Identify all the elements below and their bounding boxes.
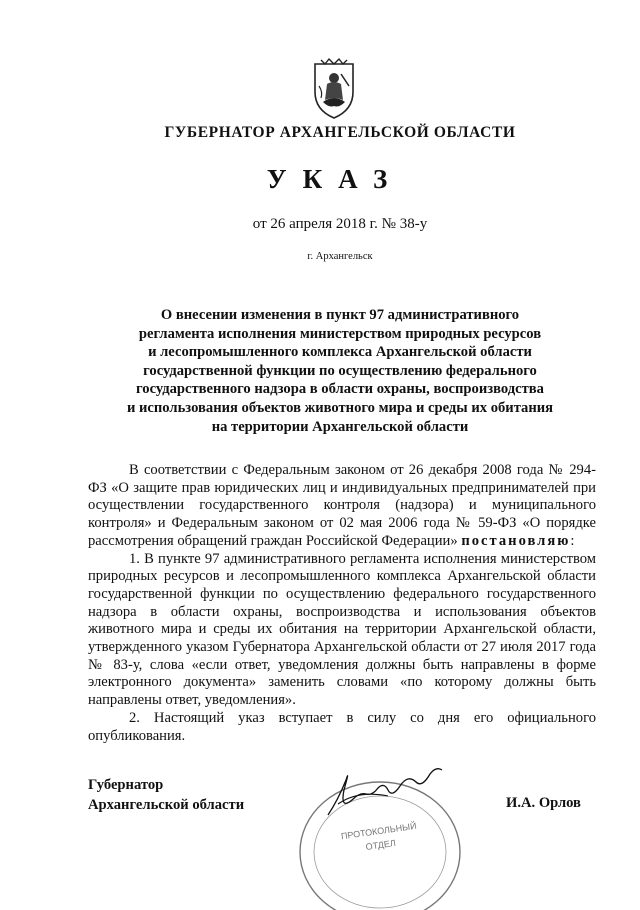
svg-text:ПРОТОКОЛЬНЫЙ: ПРОТОКОЛЬНЫЙ (340, 820, 418, 842)
position-line: Губернатор (88, 777, 164, 793)
signatory-name: И.А. Орлов (506, 795, 581, 811)
arkhangelsk-coat-of-arms-icon (301, 56, 367, 122)
issuing-authority: ГУБЕРНАТОР АРХАНГЕЛЬСКОЙ ОБЛАСТИ (164, 124, 516, 141)
title-line: и лесопромышленного комплекса Архангельской области (148, 344, 532, 361)
position-line: Архангельской области (88, 797, 245, 813)
document-body (88, 462, 596, 745)
title-line: на территории Архангельской области (211, 418, 469, 435)
document-title (60, 306, 620, 436)
signatory-position (88, 775, 244, 815)
svg-text:ОТДЕЛ: ОТДЕЛ (365, 837, 397, 853)
title-line: государственной функции по осуществлению федерального (143, 362, 537, 379)
item-2: 2. Настоящий указ вступает в силу со дня его официального опубликования. (88, 709, 596, 744)
handwritten-signature (318, 760, 448, 830)
document-city: г. Архангельск (307, 251, 373, 262)
title-line: регламента исполнения министерством природных ресурсов (138, 325, 542, 342)
document-type: УКАЗ (266, 164, 404, 194)
decree-word: постановляю (461, 532, 571, 549)
preamble-text: В соответствии с Федеральным законом от 26 декабря 2008 года № 294-ФЗ «О защите прав юридических лиц и индивидуальных предпринимателей при осуществлении государственного контроля (надзора) и муниципального контроля» и Федеральным законом от 02 мая 2006 года № 59-ФЗ «О порядке рассмотрения обращений граждан Российской Федерации» (88, 462, 596, 549)
document-date-number: от 26 апреля 2018 г. № 38-у (252, 216, 428, 232)
item-1: 1. В пункте 97 административного регламента исполнения министерством природных ресурсов и лесопромышленного комплекса Архангельской области государственной функции по осуществлению федерального государственного надзора в области охраны, воспроизводства и использования объектов животного мира и среды их обитания на территории Архангельской области, утвержденного указом Губернатора Архангельской области от 27 июля 2017 года № 83-у, слова «если ответ, уведомления должны быть направлены в форме электронного документа» заменить словами «по которому должны быть направлены ответ, уведомления». (88, 550, 596, 709)
title-line: государственного надзора в области охраны, воспроизводства (136, 381, 544, 398)
title-line: и использования объектов животного мира и среды их обитания (126, 399, 554, 416)
preamble-paragraph: В соответствии с Федеральным законом от 26 декабря 2008 года № 294-ФЗ «О защите прав юридических лиц и индивидуальных предпринимателей при осуществлении государственного контроля (надзора) и муниципального контроля» и Федеральным законом от 02 мая 2006 года № 59-ФЗ «О порядке рассмотрения обращений граждан Российской Федерации» постановляю: (88, 462, 596, 549)
title-line: О внесении изменения в пункт 97 административного (160, 307, 520, 323)
